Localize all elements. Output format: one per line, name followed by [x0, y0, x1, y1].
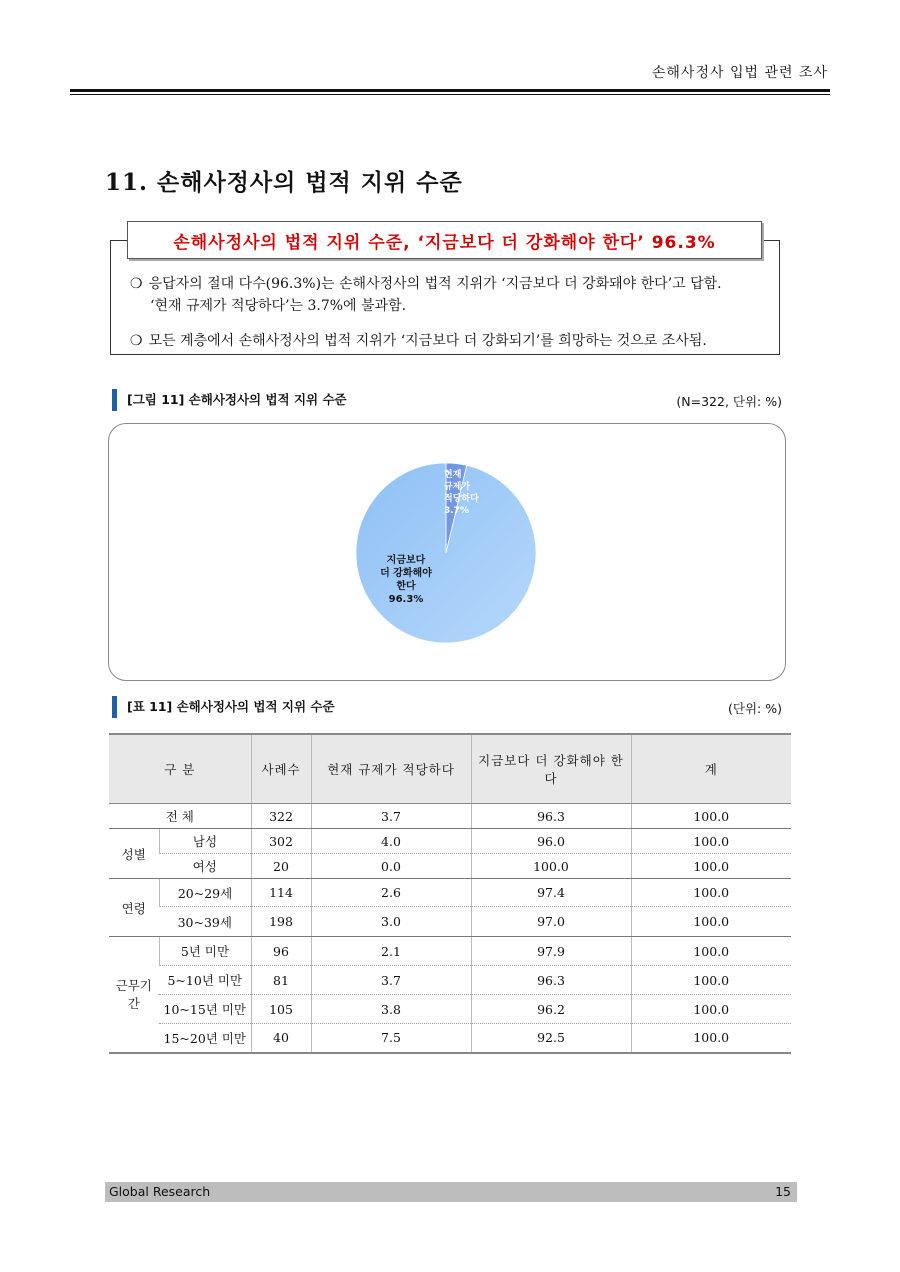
total-c3: 100.0 — [631, 804, 791, 829]
total-c2: 96.3 — [471, 804, 631, 829]
bullet-1-line-2: ‘현재 규제가 적당하다’는 3.7%에 불과함. — [150, 298, 407, 314]
cell-n: 302 — [251, 829, 311, 854]
cell-c1: 3.8 — [311, 995, 471, 1024]
header-n: 사례수 — [251, 734, 311, 804]
table-row-total — [109, 804, 791, 829]
cell-c2: 97.4 — [471, 879, 631, 907]
cell-c1: 4.0 — [311, 829, 471, 854]
data-table — [109, 733, 791, 1054]
table-row — [109, 829, 791, 854]
summary-bullet-1 — [130, 273, 780, 317]
pie-data-label: 규제가 — [444, 482, 471, 492]
cell-c3: 100.0 — [631, 937, 791, 966]
pie-data-label: 현재 — [444, 470, 462, 480]
cell-c1: 3.7 — [311, 966, 471, 995]
cell-c1: 7.5 — [311, 1024, 471, 1053]
footer-publisher: Global Research — [109, 1184, 211, 1199]
pie-data-label: 96.3% — [388, 594, 424, 605]
cell-n: 96 — [251, 937, 311, 966]
footer-bar — [105, 1182, 797, 1202]
table-row — [109, 937, 791, 966]
figure-unit: (N=322, 단위: %) — [676, 394, 782, 409]
bullet-2-text: 모든 계층에서 손해사정사의 법적 지위가 ‘지금보다 더 강화되기’를 희망하는 것으로 조사됨. — [148, 333, 707, 349]
pie-data-label: 지금보다 — [386, 555, 426, 566]
group-label: 연령 — [109, 879, 159, 937]
pie-data-label: 한다 — [396, 581, 416, 592]
cell-c2: 96.2 — [471, 995, 631, 1024]
header-rule-thin — [70, 94, 830, 95]
cell-n: 105 — [251, 995, 311, 1024]
cell-c2: 92.5 — [471, 1024, 631, 1053]
cell-n: 81 — [251, 966, 311, 995]
table-unit: (단위: %) — [728, 701, 782, 716]
row-label: 남성 — [159, 829, 251, 854]
pie-data-label: 더 강화해야 — [380, 568, 432, 579]
cell-c3: 100.0 — [631, 854, 791, 879]
cell-n: 114 — [251, 879, 311, 907]
header-category: 구 분 — [109, 734, 251, 804]
pie-data-label: 적당하다 — [444, 494, 479, 504]
cell-c3: 100.0 — [631, 829, 791, 854]
figure-caption: [그림 11] 손해사정사의 법적 지위 수준 — [112, 389, 347, 411]
cell-c3: 100.0 — [631, 907, 791, 937]
table-row — [109, 995, 791, 1024]
section-title: 11. 손해사정사의 법적 지위 수준 — [105, 169, 463, 196]
cell-c2: 96.3 — [471, 966, 631, 995]
headline-box — [127, 221, 762, 259]
footer-page-number: 15 — [775, 1184, 791, 1199]
cell-c2: 97.9 — [471, 937, 631, 966]
summary-box-top-left — [110, 240, 127, 241]
table-header-row — [109, 734, 791, 804]
cell-n: 20 — [251, 854, 311, 879]
cell-c2: 97.0 — [471, 907, 631, 937]
pie-chart — [109, 424, 785, 680]
row-label: 여성 — [159, 854, 251, 879]
headline-text: 손해사정사의 법적 지위 수준, ‘지금보다 더 강화해야 한다’ 96.3% — [173, 232, 716, 253]
table-row — [109, 879, 791, 907]
header-col2: 지금보다 더 강화해야 한다 — [471, 734, 631, 804]
bullet-1-line-1: 응답자의 절대 다수(96.3%)는 손해사정사의 법적 지위가 ‘지금보다 더 강화돼야 한다’고 답함. — [148, 276, 722, 292]
bullet-mark: ❍ — [130, 276, 143, 292]
cell-c1: 2.1 — [311, 937, 471, 966]
cell-c3: 100.0 — [631, 1024, 791, 1053]
cell-c1: 0.0 — [311, 854, 471, 879]
cell-c3: 100.0 — [631, 879, 791, 907]
cell-c2: 100.0 — [471, 854, 631, 879]
summary-box-top-right — [760, 240, 779, 241]
row-label: 30~39세 — [159, 907, 251, 937]
summary-bullet-2 — [130, 330, 780, 352]
cell-c2: 96.0 — [471, 829, 631, 854]
cell-c1: 2.6 — [311, 879, 471, 907]
group-label: 근무기간 — [109, 937, 159, 1053]
total-c1: 3.7 — [311, 804, 471, 829]
header-col3: 계 — [631, 734, 791, 804]
cell-n: 40 — [251, 1024, 311, 1053]
running-header: 손해사정사 입법 관련 조사 — [651, 65, 828, 81]
table-row — [109, 1024, 791, 1053]
row-label: 10~15년 미만 — [159, 995, 251, 1024]
cell-c3: 100.0 — [631, 966, 791, 995]
chart-frame — [108, 423, 786, 681]
bullet-mark: ❍ — [130, 333, 143, 349]
cell-c3: 100.0 — [631, 995, 791, 1024]
table-row — [109, 966, 791, 995]
table-row — [109, 907, 791, 937]
cell-c1: 3.0 — [311, 907, 471, 937]
total-n: 322 — [251, 804, 311, 829]
total-label: 전 체 — [109, 804, 251, 829]
pie-data-label: 3.7% — [444, 506, 469, 516]
header-rule — [70, 89, 830, 92]
row-label: 20~29세 — [159, 879, 251, 907]
cell-n: 198 — [251, 907, 311, 937]
row-label: 5년 미만 — [159, 937, 251, 966]
row-label: 5~10년 미만 — [159, 966, 251, 995]
table-caption: [표 11] 손해사정사의 법적 지위 수준 — [112, 696, 335, 718]
group-label: 성별 — [109, 829, 159, 879]
table-row — [109, 854, 791, 879]
header-col1: 현재 규제가 적당하다 — [311, 734, 471, 804]
row-label: 15~20년 미만 — [159, 1024, 251, 1053]
